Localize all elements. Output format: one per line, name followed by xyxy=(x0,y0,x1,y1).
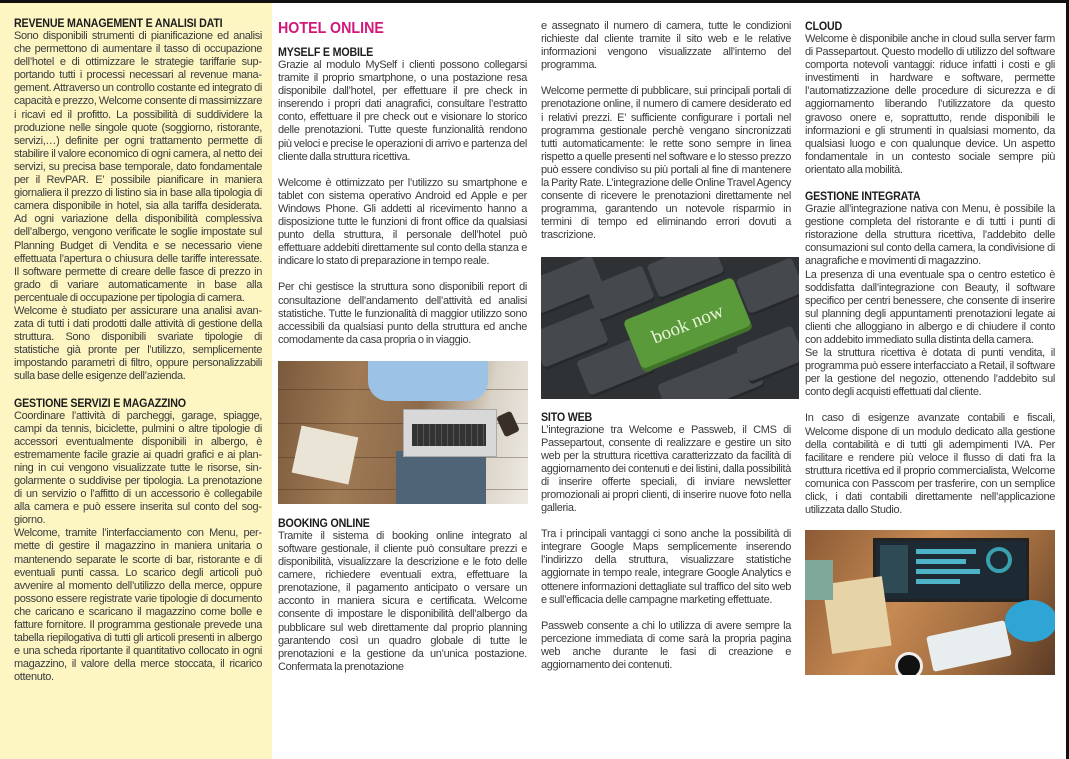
paragraph: e assegnato il numero di camera, tutte le condizioni richieste dal cliente tramite il sito web e le relative informazioni vengono visualizzate all’interno del programma. xyxy=(541,20,791,72)
book-now-label: book now xyxy=(648,300,727,348)
column-3 xyxy=(541,20,791,672)
column-2 xyxy=(278,20,527,674)
paragraph: Welcome permette di pubblicare, sui principali portali di prenotazione online, il numero di camere desiderato ed i relativi prezzi. E’ sufficiente configurare i portali nel programma gestionale perchè vengano sincronizzati tutti automaticamente: le rette sono sempre in linea rispetto a quelle presenti nel software e lo stesso prezzo può essere condiviso su più portali al fine di mantenere la Parity Rate. L’integrazione delle Online Travel Agency consente di ricevere le prenotazioni direttamente nel programma, garantendo un notevole risparmio in termini di tempo ed eliminando errori dovuti a trascrizione. xyxy=(541,85,791,242)
page-title: HOTEL ONLINE xyxy=(278,20,384,37)
jeans-shape xyxy=(396,451,486,504)
paragraph: La presenza di una eventuale spa o centro estetico è soddisfatta dall’integrazione con Beauty, il software specifico per centri benessere, che consente di inserire sul planning degli appuntamenti prenotazioni legate ai clienti che alloggiano in albergo e di chiudere il conto con addebito immediato sulla distinta della camera. xyxy=(805,268,1055,346)
paragraph: Grazie al modulo MySelf i clienti possono collegarsi tramite il proprio smartphone, o una postazione resa disponibile dall’hotel, per effettuare il pre check in inserendo i propri dati anagrafici, consultare l’estratto conto, effettuare il pre check out e visionare lo storico delle prenotazioni. Tutte queste funzionalità rendono più veloci e precise le operazioni di arrivo e partenza del cliente dalla struttura ricettiva. xyxy=(278,59,527,163)
coffee-cup-shape xyxy=(895,652,923,675)
keyboard-shape xyxy=(926,620,1012,672)
laptop-shape xyxy=(403,409,497,457)
paragraph: Tra i principali vantaggi ci sono anche la possibilità di integrare Google Maps semplicemente inserendo l’indirizzo della struttura, visualizzare statistiche aggiornate in tempo reale, integrare Google Analytics e ottenere informazioni dettagliate sul traffico del sito web e sull’efficacia delle campagne marketing effettuate. xyxy=(541,528,791,606)
section-cloud xyxy=(805,20,1055,177)
laptop-floor-photo xyxy=(278,361,528,504)
column-4 xyxy=(805,20,1055,675)
paragraph: L’integrazione tra Welcome e Passweb, il CMS di Passepartout, consente di realizzare e gestire un sito web per la struttura ricettiva caratterizzato da facilità di aggiornamento dei contenuti e dei listini, dalla possibilità di inserire offerte speciali, di inviare newsletter promozionali ai propri clienti, di inserire nuove foto nella galleria. xyxy=(541,423,791,515)
shirt-shape xyxy=(368,361,488,401)
office-desk-photo xyxy=(805,530,1055,675)
section-sito-web xyxy=(541,411,791,673)
paragraph: Welcome è ottimizzato per l’utilizzo su smartphone e tablet con sistema operativo Android ed Apple e per Windows Phone. Gli addetti al ricevimento hanno a disposizione tutte le funzioni di front office da qualsiasi punto della struttura, il personale dell’hotel può effettuare addebiti direttamente sul conto della stanza e indicare lo stato di preparazione in tempo reale. xyxy=(278,176,527,268)
section-gestione-integrata xyxy=(805,190,1055,517)
column-1 xyxy=(14,17,262,685)
paragraph: In caso di esigenze avanzate contabili e fiscali, Welcome dispone di un modulo dedicato alla gestione della contabilità e di tutti gli adempimenti IVA. Per facilitare e rendere più veloce il flusso di dati fra la struttura ricettiva ed il proprio commercialista, Welcome comunica con Passcom per trasferire, con un semplice click, i dati contabili direttamente nell’applicazione utilizzata dallo Studio. xyxy=(805,412,1055,517)
paragraph: Se la struttura ricettiva è dotata di punti vendita, il programma può essere interfacciato a Retail, il software per la gestione del negozio, ottenendo l’addebito sul conto degli acquisti effettuati dal cliente. xyxy=(805,347,1055,399)
section-booking-online xyxy=(278,517,527,674)
section-title: BOOKING ONLINE xyxy=(278,516,370,530)
paragraph: Per chi gestisce la struttura sono disponibili report di consultazione dell’andamento dell’attività ed analisi statistiche. Tutte le funzionalità di maggior utilizzo sono accessibili da qualsiasi punto della struttura ed anche comodamente da casa propria o in viaggio. xyxy=(278,281,527,346)
keyboard-book-now-photo xyxy=(541,257,799,399)
section-myself-mobile xyxy=(278,46,527,347)
tablet-shape xyxy=(292,425,359,484)
section-title: SITO WEB xyxy=(541,410,593,424)
calculator-shape xyxy=(805,560,833,600)
phone-shape xyxy=(496,411,520,438)
paragraph: Welcome, tramite l’interfacciamento con Menu, permette di gestire il magazzino in maniera unitaria o mantenendo separate le scorte di bar, ristorante e di eventuali punti cassa. Lo scarico degli articoli può avvenire al momento dell’utilizzo della merce, oppure possono essere registrate varie tipologie di documento che caricano e scaricano il magazzino come bolle e fatture fornitore. Il programma gestionale prevede una tabella riepilogativa di tutti gli articoli presenti in albergo e una scheda riportante il quantitativo collocato in ogni magazzino, il valore della merce stoccata, il ricarico ottenuto. xyxy=(14,527,262,684)
paragraph: Welcome è disponibile anche in cloud sulla server farm di Passepartout. Questo modello di utilizzo del software comporta notevoli vantaggi: riduce infatti i costi e gli investimenti in hardware e software, permette l’automatizzazione delle procedure di sicurezza e di aggiornamento liberando l’utilizzatore da questo gravoso onere e, soprattutto, rende disponibili le informazioni e gli strumenti in qualsiasi momento, da qualsiasi luogo e con qualunque device. Un aspetto fondamentale in un contesto sociale sempre più orientato alla mobilità. xyxy=(805,33,1055,176)
section-gestione-servizi xyxy=(14,397,262,685)
section-title: GESTIONE INTEGRATA xyxy=(805,190,921,204)
section-title: REVENUE MANAGEMENT E ANALISI DATI xyxy=(14,17,223,30)
paragraph: Passweb consente a chi lo utilizza di avere sempre la percezione immediata di come sarà la propria pagina web anche durante le fasi di creazione e aggiornamento dei contenuti. xyxy=(541,619,791,671)
section-title: MYSELF E MOBILE xyxy=(278,46,374,59)
paragraph: Sono disponibili strumenti di pianificazione ed analisi che permettono di aumentare il tasso di occupazione dell’hotel e di ottimizzare le strategie tariffarie supportando tutti i processi necessari al revenue management. Attraverso un controllo costante ed integrato di capacità e prezzo, Welcome consente di massimizzare i ricavi ed il profitto. La possibilità di suddividere la produzione nelle singole quote (soggiorno, ristorante, servizi,…) definite per ogni trattamento permette di stabilire il valore economico di ogni camera, al netto dei servizi, su precisa base temporale, dato fondamentale per il RevPAR. E’ possibile pianificare in maniera giornaliera il prezzo di listino sia in base alla tipologia di camera disponibile in hotel, sia alla tariffa desiderata. Ad ogni variazione della disponibilità complessiva dell’albergo, vengono verificate le soglie impostate sul Planning Budget di Vendita e se necessario viene effettuata l’apertura o chiusura delle tariffe interessate. Il software permette di creare delle fasce di prezzo in grado di variare automaticamente in base alla percentuale di occupazione per tipologia di camera. xyxy=(14,30,262,304)
mousepad-shape xyxy=(1005,600,1055,642)
section-title: GESTIONE SERVIZI E MAGAZZINO xyxy=(14,396,186,410)
paragraph: Coordinare l’attività di parcheggi, garage, spiagge, campi da tennis, biciclette, pulmini o altre tipologie di accessori eventualmente disponibili in albergo, è estremamente facile grazie ai quadri grafici e ai planning in cui vengono visualizzate tutte le risorse, singolarmente o suddivise per tipologia. La prenotazione di un servizio o l’affitto di un accessorio è collegabile alla camera e può essere inserita sul conto del soggiorno. xyxy=(14,409,262,527)
paragraph: Grazie all’integrazione nativa con Menu, è possibile la gestione completa del ristorante e di tutti i punti di ristorazione della struttura ricettiva, l’addebito delle consumazioni sul conto della camera, la condivisione di anagrafiche e movimenti di magazzino. xyxy=(805,203,1055,268)
monitor-shape xyxy=(873,538,1029,602)
paragraph: Welcome è studiato per assicurare una analisi avanzata di tutti i dati prodotti dalle attività di gestione della struttura. Sono disponibili svariate tipologie di statistiche già pronte per l’utilizzo, semplicemente impostando parametri di filtro, oppure personalizzabili sulla base delle esigenze dell’azienda. xyxy=(14,304,262,383)
section-revenue-management xyxy=(14,17,262,384)
paragraph: Tramite il sistema di booking online integrato al software gestionale, il cliente può consultare prezzi e disponibilità, visualizzare la descrizione e le foto delle camere, richiedere eventuali extra, effettuare la prenotazione, il pagamento anticipato o versare un acconto in maniera sicura e certificata. Welcome consente di impostare le disponibilità dell’albergo da pubblicare sul web direttamente dal proprio planning garantendo così un quadro globale di tutte le prenotazioni e la gestione da un’unica postazione. Confermata la prenotazione xyxy=(278,529,527,673)
section-title: CLOUD xyxy=(805,20,843,33)
